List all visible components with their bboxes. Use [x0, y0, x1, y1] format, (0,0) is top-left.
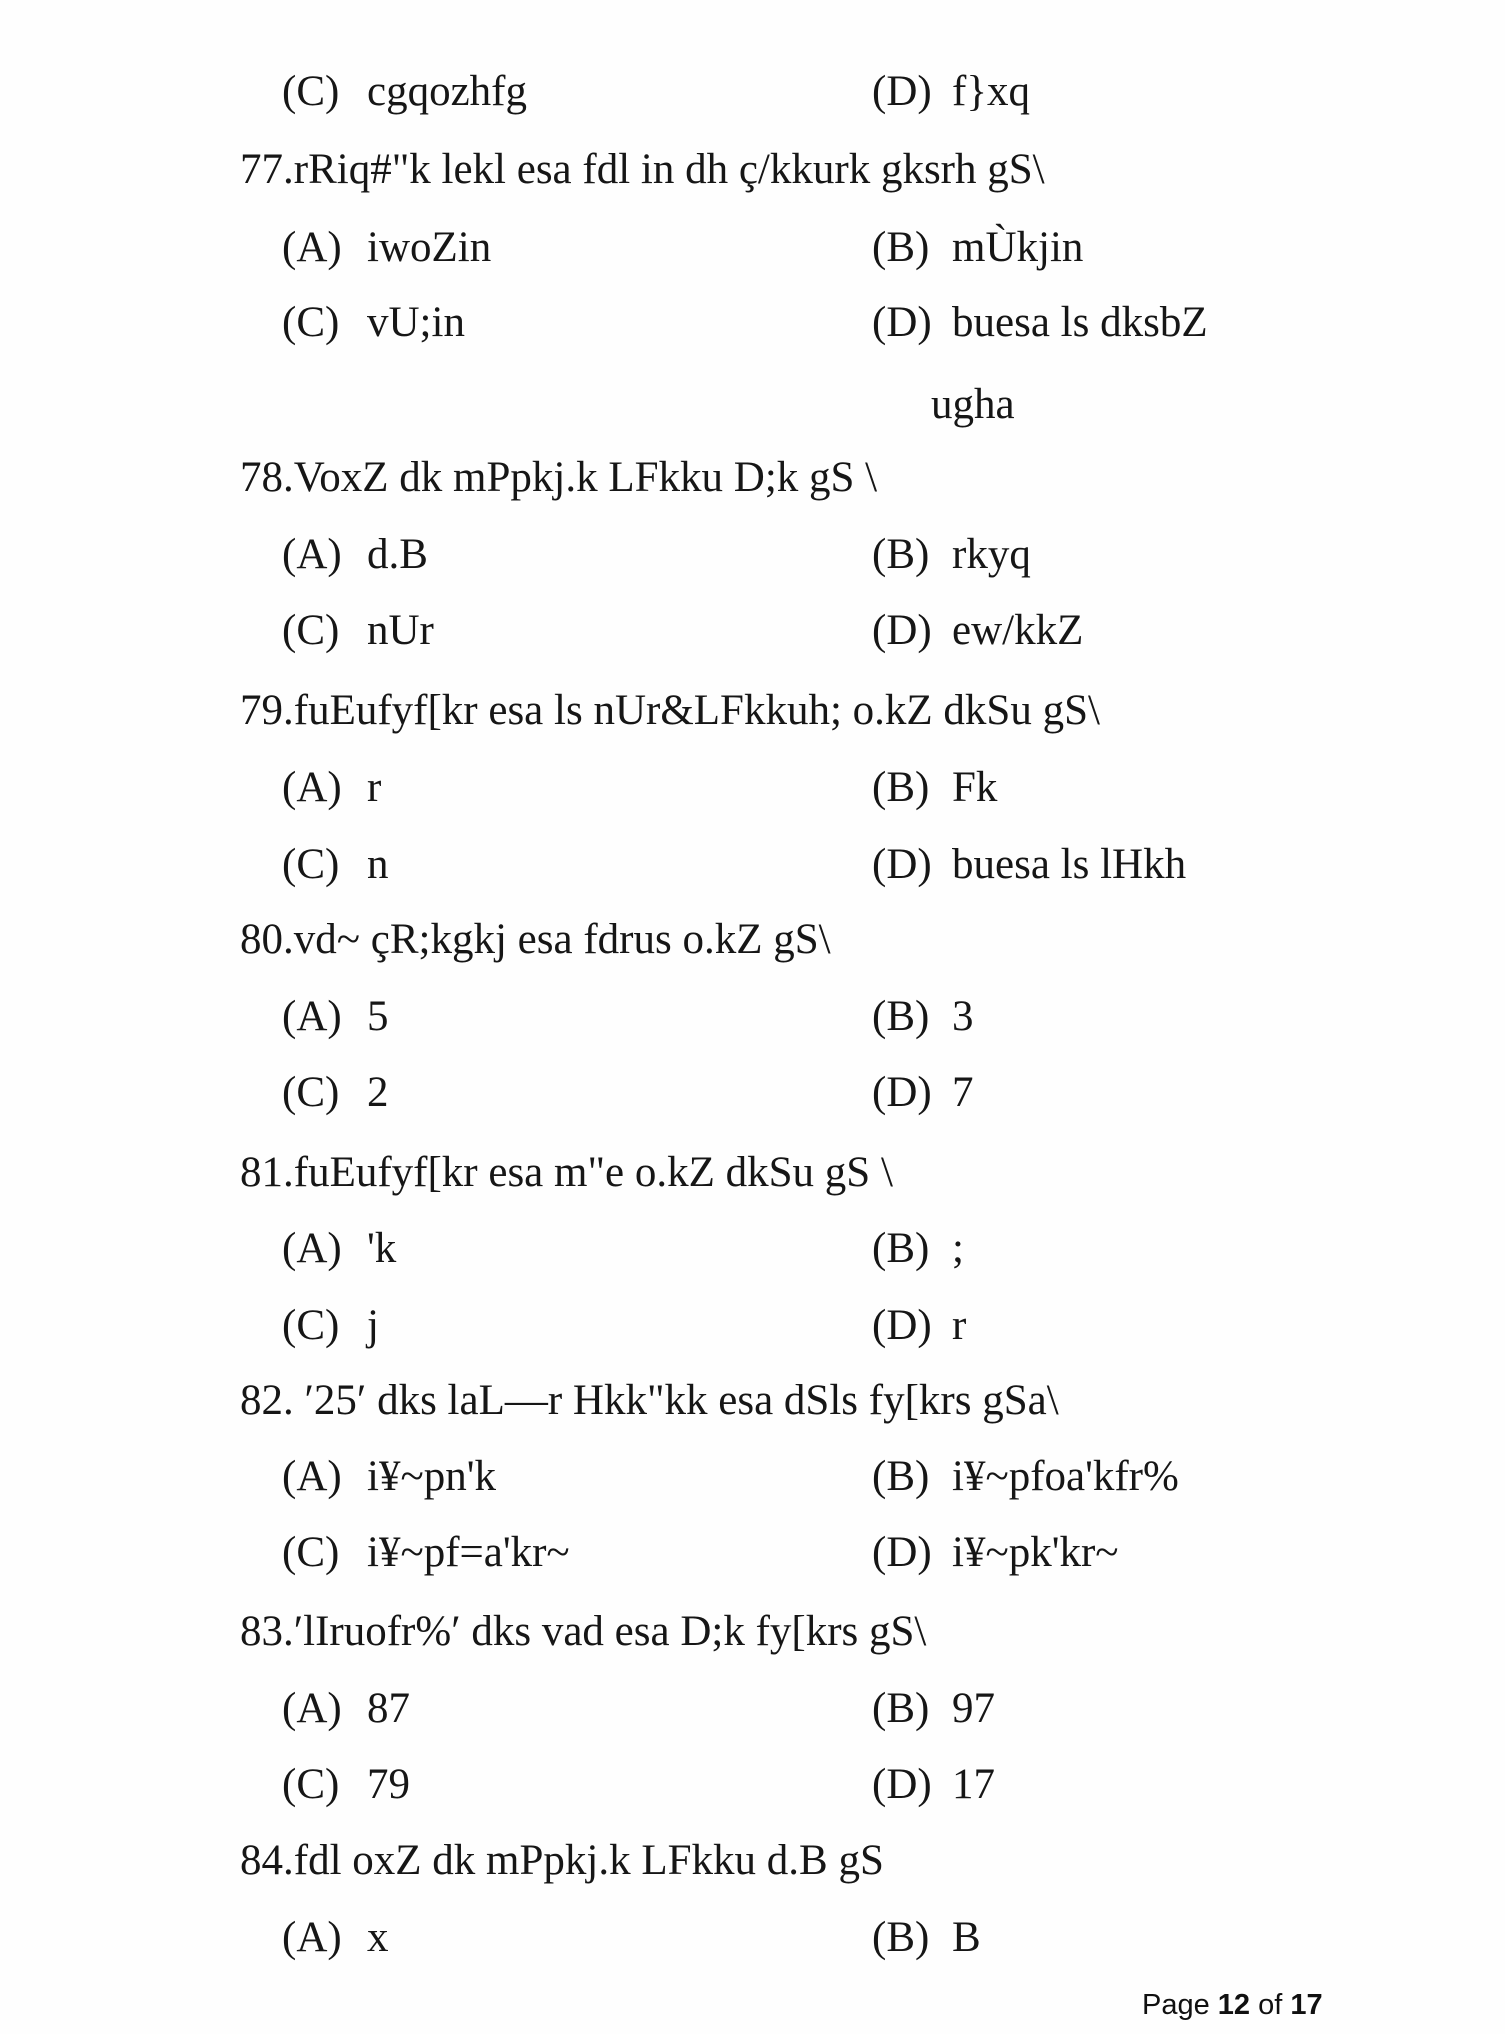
question-number: 83.	[240, 1608, 294, 1655]
option-text: 2	[367, 1069, 389, 1116]
question-81-text-row	[0, 1145, 1505, 1201]
option-text: 5	[367, 993, 389, 1040]
option-letter: (D)	[872, 1302, 932, 1349]
question-number: 77.	[240, 146, 294, 193]
option-letter: (C)	[282, 1761, 340, 1808]
option-letter: (C)	[282, 1069, 340, 1116]
option-letter: (B)	[872, 764, 930, 811]
page-number: 12	[1217, 1989, 1251, 2021]
question-81-options-row-2	[0, 1298, 1505, 1354]
question-84-text-row	[0, 1833, 1505, 1889]
question-number: 84.	[240, 1837, 294, 1884]
option-text: r	[367, 764, 382, 811]
option-text: 7	[952, 1069, 974, 1116]
question-80-text-row	[0, 912, 1505, 968]
option-text: buesa ls dksbZ	[952, 299, 1208, 346]
option-letter: (C)	[282, 1529, 340, 1576]
question-84-options-row-1	[0, 1910, 1505, 1966]
question-78-text-row	[0, 450, 1505, 506]
option-letter: (B)	[872, 1914, 930, 1961]
option-text: i¥~pk'kr~	[952, 1529, 1119, 1576]
option-text: 87	[367, 1685, 410, 1732]
question-82-options-row-1	[0, 1449, 1505, 1505]
question-82-text-row	[0, 1373, 1505, 1429]
option-letter: (D)	[872, 299, 932, 346]
question-number: 78.	[240, 454, 294, 501]
option-letter: (B)	[872, 1225, 930, 1272]
option-letter: (C)	[282, 607, 340, 654]
option-letter: (A)	[282, 1225, 342, 1272]
question-line	[240, 1373, 1059, 1429]
question-number: 81.	[240, 1149, 294, 1196]
option-text: 79	[367, 1761, 410, 1808]
question-line	[240, 1604, 926, 1660]
option-text: f}xq	[952, 68, 1030, 115]
option-text: 3	[952, 993, 974, 1040]
option-letter: (A)	[282, 1914, 342, 1961]
option-letter: (D)	[872, 1529, 932, 1576]
prev-question-options-row	[0, 64, 1505, 120]
question-number: 79.	[240, 687, 294, 734]
option-text: vU;in	[367, 299, 465, 346]
option-letter: (C)	[282, 1302, 340, 1349]
question-number: 80.	[240, 916, 294, 963]
question-83-options-row-1	[0, 1681, 1505, 1737]
question-82-options-row-2	[0, 1525, 1505, 1581]
question-text: fuEufyf[kr esa m"e o.kZ dkSu gS \	[293, 1149, 893, 1196]
option-text: i¥~pf=a'kr~	[367, 1529, 570, 1576]
question-line	[240, 1145, 893, 1201]
option-letter: (A)	[282, 1453, 342, 1500]
option-letter: (B)	[872, 1453, 930, 1500]
option-text: buesa ls lHkh	[952, 841, 1187, 888]
option-letter: (B)	[872, 224, 930, 271]
page-number-footer	[1142, 1988, 1323, 2022]
option-letter: (B)	[872, 1685, 930, 1732]
question-line	[240, 1833, 884, 1889]
question-line	[240, 683, 1100, 739]
option-letter: (A)	[282, 764, 342, 811]
option-text: ew/kkZ	[952, 607, 1084, 654]
option-text: 'k	[367, 1225, 397, 1272]
question-79-text-row	[0, 683, 1505, 739]
page-label: Page	[1142, 1989, 1210, 2021]
option-letter: (D)	[872, 1761, 932, 1808]
option-text: Fk	[952, 764, 998, 811]
question-number: 82.	[240, 1377, 294, 1424]
question-text: rRiq#"k lekl esa fdl in dh ç/kkurk gksrh gS\	[293, 146, 1045, 193]
question-line	[240, 450, 877, 506]
question-79-options-row-1	[0, 760, 1505, 816]
question-77-options-row-1	[0, 220, 1505, 276]
option-text: 17	[952, 1761, 995, 1808]
option-letter: (B)	[872, 531, 930, 578]
option-letter: (C)	[282, 841, 340, 888]
question-text: VoxZ dk mPpkj.k LFkku D;k gS \	[293, 454, 878, 501]
question-line	[240, 142, 1045, 198]
option-text: rkyq	[952, 531, 1031, 578]
option-text: ;	[952, 1225, 964, 1272]
option-letter: (C)	[282, 68, 340, 115]
question-text: ′lIruofr%′ dks vad esa D;k fy[krs gS\	[293, 1608, 927, 1655]
question-line	[240, 912, 831, 968]
option-text: 97	[952, 1685, 995, 1732]
question-81-options-row-1	[0, 1221, 1505, 1277]
question-77-option-d-continuation-row	[0, 377, 1505, 433]
total-pages: 17	[1290, 1989, 1323, 2021]
option-text: r	[952, 1302, 967, 1349]
option-letter: (A)	[282, 531, 342, 578]
option-text-continuation: ugha	[931, 381, 1015, 428]
option-letter: (A)	[282, 224, 342, 271]
option-text: i¥~pn'k	[367, 1453, 496, 1500]
option-letter: (D)	[872, 1069, 932, 1116]
option-letter: (D)	[872, 607, 932, 654]
question-80-options-row-2	[0, 1065, 1505, 1121]
question-83-text-row	[0, 1604, 1505, 1660]
option-text: d.B	[367, 531, 428, 578]
option-letter: (C)	[282, 299, 340, 346]
option-text: mÙkjin	[952, 224, 1084, 271]
option-text: B	[952, 1914, 981, 1961]
question-79-options-row-2	[0, 837, 1505, 893]
option-letter: (D)	[872, 68, 932, 115]
option-text: n	[367, 841, 389, 888]
option-text: nUr	[367, 607, 434, 654]
question-text: fuEufyf[kr esa ls nUr&LFkkuh; o.kZ dkSu gS\	[293, 687, 1100, 734]
option-text: cgqozhfg	[367, 68, 527, 115]
question-text: fdl oxZ dk mPpkj.k LFkku d.B gS	[293, 1837, 884, 1884]
question-text: vd~ çR;kgkj esa fdrus o.kZ gS\	[293, 916, 831, 963]
of-label: of	[1258, 1989, 1283, 2021]
option-text: x	[367, 1914, 389, 1961]
question-77-text-row	[0, 142, 1505, 198]
option-letter: (B)	[872, 993, 930, 1040]
question-80-options-row-1	[0, 989, 1505, 1045]
question-78-options-row-2	[0, 603, 1505, 659]
option-letter: (D)	[872, 841, 932, 888]
question-77-options-row-2	[0, 295, 1505, 351]
question-83-options-row-2	[0, 1757, 1505, 1813]
option-text: j	[367, 1302, 379, 1349]
option-letter: (A)	[282, 993, 342, 1040]
option-letter: (A)	[282, 1685, 342, 1732]
question-text: ′25′ dks laL—r Hkk"kk esa dSls fy[krs gSa\	[293, 1377, 1059, 1424]
option-text: iwoZin	[367, 224, 492, 271]
question-78-options-row-1	[0, 527, 1505, 583]
option-text: i¥~pfoa'kfr%	[952, 1453, 1179, 1500]
